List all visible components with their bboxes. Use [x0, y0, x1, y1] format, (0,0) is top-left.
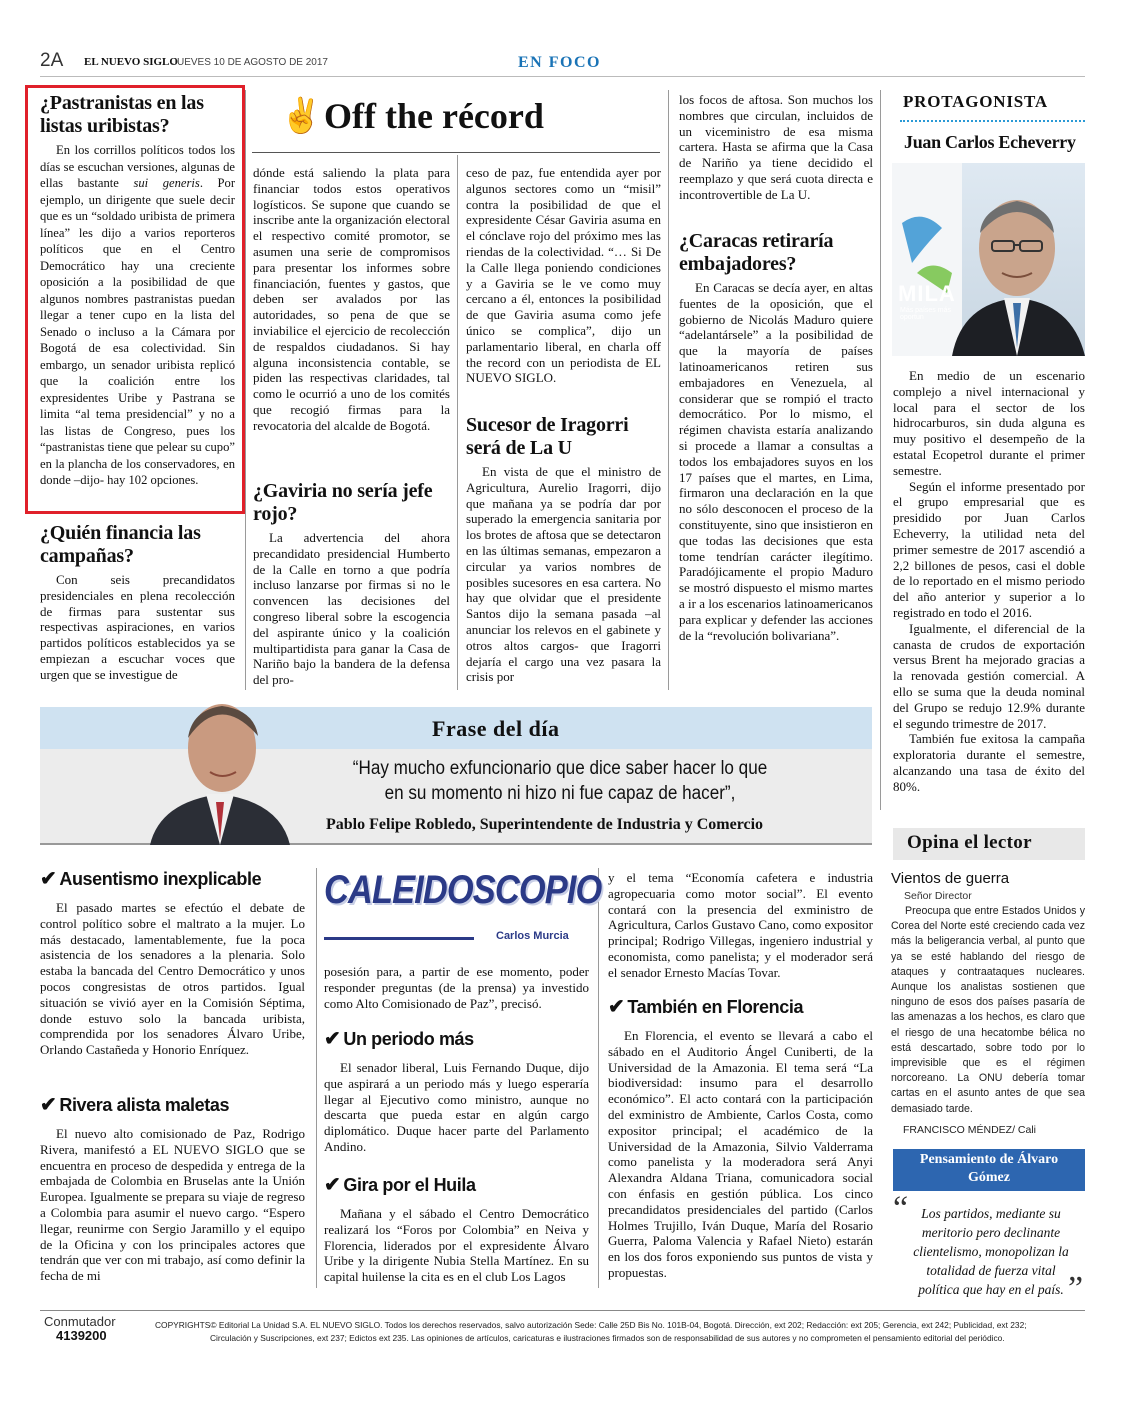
protagonista-label: PROTAGONISTA [903, 92, 1048, 111]
caleidoscopio-author: Carlos Murcia [496, 930, 569, 942]
story-text: En Florencia, el evento se llevará a cabo el sábado en el Auditorio Ángel Cuniberti, de la Universidad de la Amazonia. El tema será “La biodiversidad: insumo para el desarrollo económico”. El acto contará con la participación del exministro de Ambiente, Carlos Costa, como expositor principal; el académico de la Universidad de la Amazonia, Silvio Valderrama como panelista y la moderadora será Anyi Alexandra Aldana Triana, comunicadora social con énfasis en gestión pública. Los cinco precandidatos presidenciales del partido (Carlos Holmes Trujillo, Iván Duque, María del Rosario Guerra, Paloma Valencia y Rafael Nieto) estarán en los dos foros exponiendo sus puntos de vista y propuestas. [608, 1028, 873, 1280]
speaker-illustration [150, 690, 290, 845]
conmutador-label: Conmutador [44, 1314, 116, 1329]
headline: Sucesor de Iragorri será de La U [466, 414, 629, 459]
caleidoscopio-title: CALEIDOSCOPIO [324, 868, 602, 912]
pensamiento-title: Pensamiento de Álvaro Gómez [919, 1152, 1059, 1185]
footer-line-2: Circulación y Suscripciones, ext 237; Edictos ext 235. Las opiniones de artículos, caricaturas e ilustraciones firmados son de responsabilidad de sus autores y no comprometen el pensamiento editorial del periódico. [210, 1333, 1005, 1343]
story-text: Mañana y el sábado el Centro Democrático realizará los “Foros por Colombia” en Neiva y Florencia, liderados por el expresidente Álvaro Uribe y la dirigente Nubia Stella Martínez. En su capital huilense la cita es en el club Los Lagos [324, 1206, 589, 1285]
header-rule [40, 76, 1085, 77]
quote-line-1: “Hay mucho exfuncionario que dice saber hacer lo que [352, 758, 768, 779]
close-quote-icon: ” [1068, 1270, 1084, 1307]
photo-banner-text: MILA [898, 281, 956, 306]
lector-title: Opina el lector [907, 832, 1032, 853]
headline: ✔ Ausentismo inexplicable [40, 868, 262, 890]
column-divider [668, 90, 669, 690]
dotted-rule [900, 120, 1085, 122]
column-divider [457, 155, 458, 690]
story-iragorri-cont: los focos de aftosa. Son muchos los nombres que circulan, incluidos de un viceministro de esa misma cartera. Hasta se afirma que la Casa de Nariño ya tiene decidido el reemplazo y que será cuota directa e incontrovertible de La U. [679, 92, 873, 202]
story-text: El senador liberal, Luis Fernando Duque, dijo que aspirará a un periodo más y luego esperaría llegar al Ejecutivo como ministro, aunque no descarta que pueda estar en algún cargo diplomático. Duque hacer parte del Parlamento Andino. [324, 1060, 589, 1154]
story-florencia [608, 996, 873, 1281]
story-pastranistas [40, 92, 235, 489]
column-divider [245, 90, 246, 690]
story-periodo [324, 1028, 589, 1155]
story-rivera [40, 1094, 305, 1284]
story-financia [40, 522, 235, 683]
footer-line-1: COPYRIGHTS© Editorial La Unidad S.A. EL NUEVO SIGLO. Todos los derechos reservados, salvo autorización Sede: Calle 25D Bis No. 101B-04, Bogotá. Dirección, ext 202; Redacción: ext 205; Gerencia, ext 242; Publicidad, ext 232; [155, 1320, 1027, 1330]
story-text: En los corrillos políticos todos los días se escuchan versiones, algunas de ellas bastante sui generis. Por ejemplo, un dirigente que suele decir que es un “soldado uribista de primera línea” les dijo a varios reporteros políticos que en el Centro Democrático hay una creciente oposición a la posibilidad de que algunos nombres pastranistas puedan llegar a tener cupo en la lista del Senado o incluso a la Cámara por Bogotá de esa colectividad. Sin embargo, un senador uribista replicó que la coalición entre los expresidentes Uribe y Pastrana se limita “al tema presidencial” y no a las listas de Congreso, pues los “pastranistas tiene que pelear su cupo” en la plancha de los conservadores, en donde –dijo- hay 102 opciones. [40, 143, 236, 487]
check-icon: ✔ [40, 1094, 57, 1116]
headline: ✔ Un periodo más [324, 1028, 474, 1050]
story-text: En Caracas se decía ayer, en altas fuentes de la oposición, que el gobierno de Nicolás Maduro quiere “adelantársele” a la posibilidad de que la mayoría de países latinoamericanos retiren sus embajadores en Venezuela, al considerar que se rompió el tracto democrático. Por lo mismo, el régimen chavista estaría analizando si procede a llamar a consultas a todos los embajadores suyos en los 17 países que el martes, en Lima, firmaron una declaración en la que no sólo desconocen el proceso de la constituyente, sino que insistieron en que todas las decisiones que esta tome tendrían carácter ilegítimo. Paradójicamente el propio Maduro se mostró dispuesto el mismo martes a ir a los escenarios latinoamericanos para explicar y defender las acciones de la “revolución bolivariana”. [679, 280, 873, 643]
frase-quote [326, 756, 794, 806]
lector-signature: FRANCISCO MÉNDEZ/ Cali [903, 1124, 1037, 1136]
protagonista-text: En medio de un escenario complejo a nivel internacional y local para el sector de los hidrocarburos, sin duda alguna es muy positivo el desempeño de la estatal Ecopetrol durante el primer semestre. Según el informe presentado por el grupo empresarial que es presidido por Juan Carlos Echeverry, la utilidad neta del primer semestre de 2017 ascendió a 2,2 billones de pesos, casi el doble de lo reportado en el mismo periodo del año anterior y superior a lo registrado en todo el 2016. Igualmente, el diferencial de la canasta de crudos de exportación versus Brent ha mejorado gracias a la renovada gestión comercial. A ello se suma que la deuda nominal del Grupo se redujo 12.9% durante el segundo trimestre de 2017. También fue exitosa la campaña exploratoria durante el semestre, alcanzando una tasa de éxito del 80%. [893, 368, 1085, 794]
story-gaviria [253, 480, 450, 688]
paper-name: EL NUEVO SIGLO [84, 56, 178, 68]
protagonista-photo [892, 163, 1085, 356]
headline: ¿Gaviria no sería jefe rojo? [253, 480, 433, 525]
check-icon: ✔ [324, 1028, 341, 1050]
story-text: El nuevo alto comisionado de Paz, Rodrigo Rivera, manifestó a EL NUEVO SIGLO que se encuentra en proceso de despedida y entrega de la embajada de Colombia en Bruselas ante la Unión Europea. Igualmente se prepara su viaje de regreso a Colombia para asumir el nuevo cargo. “Espero llegar, reunirme con Sergio Jaramillo y el equipo de la Oficina y con los principales actores que tendrán que ver con mi trabajo, así como definir la fecha de mi [40, 1126, 305, 1284]
story-rivera-cont: posesión para, a partir de ese momento, poder responder preguntas (de la prensa) ya investido como Alto Comisionado de Paz”, precisó. [324, 964, 589, 1011]
frase-title: Frase del día [432, 716, 560, 741]
lector-headline: Vientos de guerra [891, 870, 1010, 887]
column-divider [316, 868, 317, 1288]
check-icon: ✔ [40, 868, 57, 890]
section-title: EN FOCO [518, 54, 601, 71]
headline: ✔ Gira por el Huila [324, 1174, 476, 1196]
lector-salutation: Señor Director [904, 890, 972, 902]
page-number: 2A [40, 50, 64, 71]
story-text: Con seis precandidatos presidenciales en plena recolección de firmas para sustentar sus respectivas aspiraciones, en varios partidos políticos establecidos ya se empiezan a escuchar voces que urgen que se investigue de [40, 572, 235, 682]
protagonista-name: Juan Carlos Echeverry [904, 132, 1076, 152]
story-gira-cont: y el tema “Economía cafetera e industria agropecuaria como motor social”. El evento contará con la presencia del exministro de Agricultura, Carlos Gustavo Cano, como expositor principal; Rodrigo Villegas, ingeniero industrial y economista, como panelista; y el moderador será el senador Ernesto Macías Tovar. [608, 870, 873, 980]
story-gaviria-cont: ceso de paz, fue entendida ayer por algunos sectores como un “misil” contra la posibilidad de que el expresidente César Gaviria asuma en el cónclave rojo del próximo mes las riendas de la colectividad. “… Si De la Calle llega poniendo condiciones y a Gaviria se le ve como muy cercano a él, entonces la posibilidad de que Gaviria asuma como jefe único se complica”, dijo un parlamentario liberal, en charla off the record con un periodista de EL NUEVO SIGLO. [466, 165, 661, 386]
check-icon: ✔ [608, 996, 625, 1018]
story-text: La advertencia del ahora precandidato presidencial Humberto de la Calle en torno a que podría incluso lanzarse por firmas si no le convencen las decisiones del congreso liberal sobre la escogencia del aspirante único y la coalición multipartidista para ganar la Casa de Nariño bajo la bandera de la defensa del pro- [253, 530, 450, 688]
pensamiento-quote: Los partidos, mediante su meritorio pero declinante clientelismo, monopolizan la totalidad de fuerza vital política que hay en el país. [913, 1206, 1069, 1297]
headline: ✔ También en Florencia [608, 996, 804, 1018]
check-icon: ✔ [324, 1174, 341, 1196]
headline: ¿Pastranistas en las listas uribistas? [40, 92, 204, 137]
portrait-illustration [892, 163, 1085, 356]
story-text: El pasado martes se efectúo el debate de control político sobre el maltrato a la mujer. Lo más destacado, lamentablemente, fue la poca asistencia de los senadores a la plenaria. Solo estaba la bancada del Centro Democrático y unos pocos congresistas de otros partidos. Igual situación se vivió ayer en la Comisión Séptima, donde estuvo solo la bancada uribista, comprendida por los senadores Álvaro Uribe, Orlando Castañeda y Honorio Enríquez. [40, 900, 305, 1058]
column-divider [598, 868, 599, 1288]
footer-rule [40, 1310, 1085, 1311]
story-financia-cont: dónde está saliendo la plata para financiar todos estos operativos logísticos. Se supone que cuando se inscribe ante la organización electoral el respectivo comité promotor, se asumen una serie de compromisos para presentar los informes sobre financiación, fuentes y gastos, que deben ser avalados por las autoridades, so pena de que se inviabilice el ejercicio de recolección de respaldos ciudadanos. Si hay alguna inconsistencia contable, se piden las respectivas claridades, tal como le ocurrió a uno de los comités que recogió firmas para la revocatoria del alcalde de Bogotá. [253, 165, 450, 433]
lector-text: Preocupa que entre Estados Unidos y Corea del Norte esté creciendo cada vez más la beligerancia verbal, al punto que ya se esté hablando del riesgo de ataques y contraataques nucleares. Aunque los analistas sostienen que ninguno de esos dos países pasaría de las amenazas a los hechos, es claro que el riesgo de una hecatombe bélica no está descartado, sobre todo por lo imprevisible que es el régimen norcoreano. La ONU debería tomar cartas en el asunto antes de que sea demasiado tarde. [891, 905, 1085, 1115]
quote-line-2: en su momento ni hizo ni fue capaz de hacer”, [384, 783, 736, 804]
open-quote-icon: “ [893, 1190, 909, 1227]
frase-portrait [150, 690, 290, 845]
story-gira [324, 1174, 589, 1285]
story-caracas [679, 230, 873, 643]
title-rule [252, 152, 660, 153]
column-divider [880, 90, 881, 810]
photo-banner-subtext: Más países más oportun [900, 307, 951, 321]
story-iragorri [466, 414, 661, 685]
headline: ✔ Rivera alista maletas [40, 1094, 230, 1116]
victory-hand-icon: ✌ [280, 96, 323, 136]
off-record-title: Off the récord [324, 96, 544, 136]
story-ausentismo [40, 868, 305, 1058]
conmutador-number: 4139200 [56, 1328, 107, 1343]
header-date: JUEVES 10 DE AGOSTO DE 2017 [172, 57, 328, 68]
frase-author: Pablo Felipe Robledo, Superintendente de Industria y Comercio [326, 816, 764, 833]
story-text: En vista de que el ministro de Agricultura, Aurelio Iragorri, dijo que mañana ya se podría dar por superado la emergencia sanitaria por los brotes de aftosa que se detectaron en las últimas semanas, empezaron a circular ya varios nombres de posibles sucesores en esa cartera. No hay que olvidar que el presidente Santos dijo la semana pasada –al anunciar los relevos en el gabinete y otros altos cargos- que Iragorri dejaría el cargo una vez pasara la crisis por [466, 464, 661, 685]
headline: ¿Quién financia las campañas? [40, 522, 201, 567]
headline: ¿Caracas retiraría embajadores? [679, 230, 834, 275]
caleidoscopio-rule [324, 937, 474, 940]
